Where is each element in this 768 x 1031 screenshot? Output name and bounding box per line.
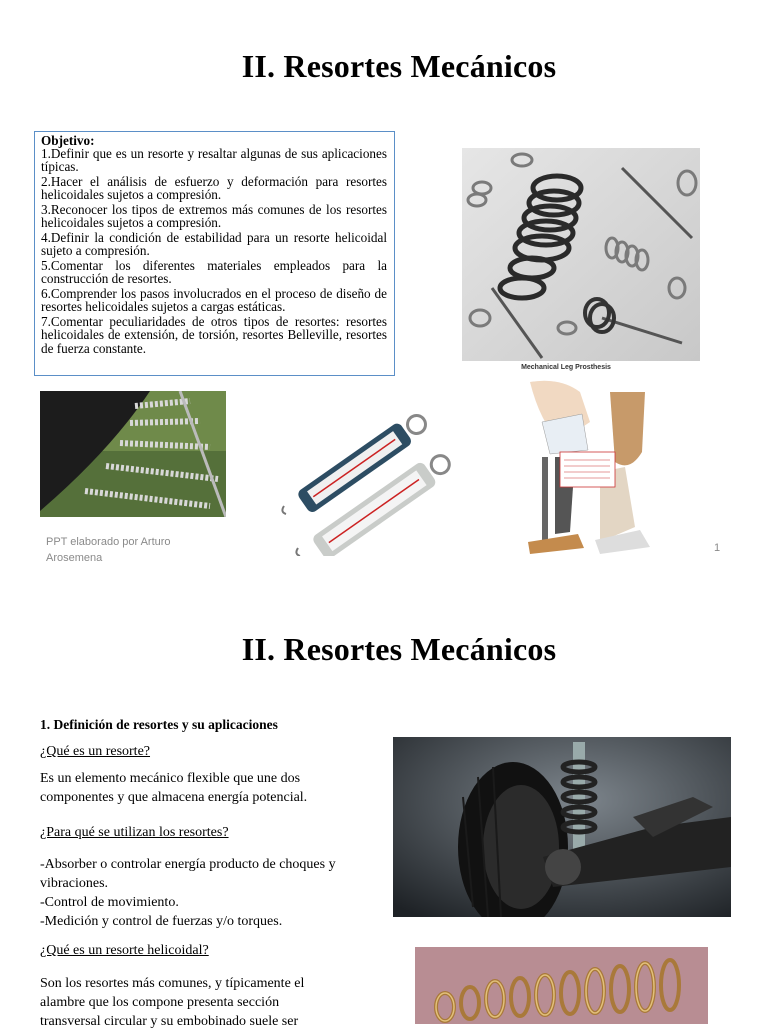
prosthesis-caption: Mechanical Leg Prosthesis — [521, 364, 611, 371]
page-number: 1 — [714, 542, 721, 554]
answer-helical-spring: Son los resortes más comunes, y típicamente el alambre que los compone presenta sección transversal circular y su embobinado suele ser — [40, 976, 305, 1029]
objective-item: 2.Hacer el análisis de esfuerzo y deformación para resortes helicoidales sujetos a compresión. — [41, 174, 387, 203]
objective-item: 1.Definir que es un resorte y resaltar algunas de sus aplicaciones típicas. — [41, 146, 387, 175]
spring-scales-image — [276, 398, 451, 556]
objective-item: 4.Definir la condición de estabilidad para un resorte helicoidal sujeto a compresión. — [41, 230, 387, 259]
spring-uses-list — [40, 855, 370, 931]
objective-item: 6.Comprender los pasos involucrados en el proceso de diseño de resortes helicoidales sujetos a cargas estáticas. — [41, 286, 387, 315]
springs-assortment-image — [462, 148, 700, 361]
objective-item: 7.Comentar peculiaridades de otros tipos de resortes: resortes helicoidales de extensión, de torsión, resortes Belleville, resortes de fuerza constante. — [41, 314, 387, 356]
footer-credit: PPT elaborado por Arturo Arosemena — [46, 536, 171, 564]
trampoline-springs-image — [40, 391, 226, 517]
answer-what-is-spring: Es un elemento mecánico flexible que une dos componentes y que almacena energía potencial. — [40, 771, 308, 805]
question-helical-spring: ¿Qué es un resorte helicoidal? — [40, 943, 209, 958]
objective-item: 5.Comentar los diferentes materiales empleados para la construcción de resortes. — [41, 258, 387, 287]
slide-2-title: II. Resortes Mecánicos — [241, 631, 557, 667]
use-item: -Control de movimiento. — [40, 895, 179, 910]
question-what-is-spring: ¿Qué es un resorte? — [40, 744, 151, 759]
leg-prosthesis-image — [500, 362, 662, 562]
objective-item: 3.Reconocer los tipos de extremos más comunes de los resortes helicoidales sujetos a compresión. — [41, 202, 387, 231]
objectives-box — [34, 131, 395, 376]
objectives-label: Objetivo: — [41, 133, 95, 148]
use-item: -Medición y control de fuerzas y/o torques. — [40, 914, 283, 929]
car-suspension-image — [393, 737, 731, 917]
section-heading: 1. Definición de resortes y su aplicaciones — [40, 717, 278, 732]
question-spring-uses: ¿Para qué se utilizan los resortes? — [40, 825, 229, 840]
helical-spring-image — [415, 947, 708, 1024]
slide-1-title: II. Resortes Mecánicos — [241, 48, 557, 84]
use-item: -Absorber o controlar energía producto de choques y vibraciones. — [40, 857, 336, 891]
